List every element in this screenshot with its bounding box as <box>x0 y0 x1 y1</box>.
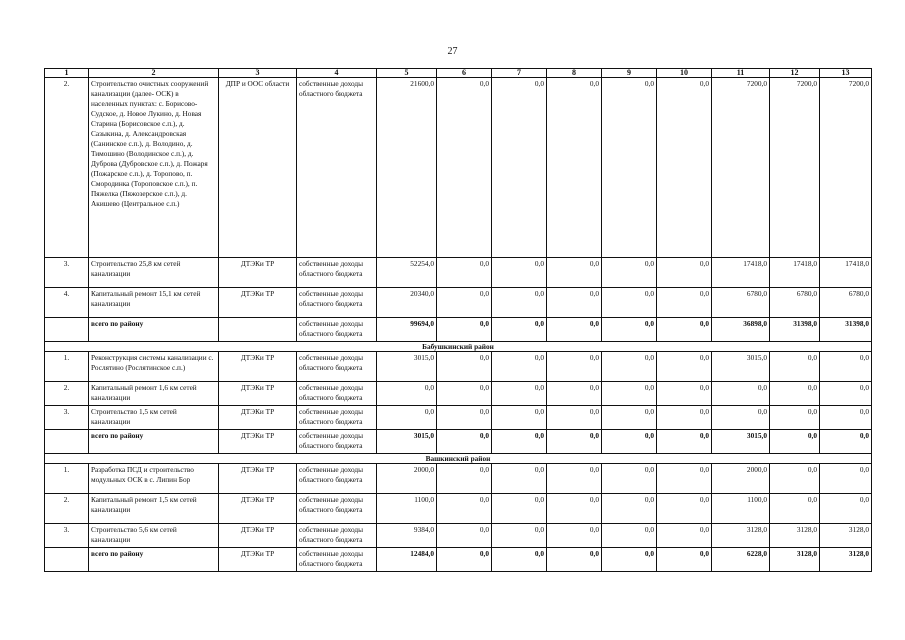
amount-cell: 0,0 <box>657 494 712 524</box>
table-row <box>45 78 872 258</box>
column-header: 1 <box>45 69 89 78</box>
amount-cell: 52254,0 <box>377 258 437 288</box>
amount-cell: 0,0 <box>492 548 547 572</box>
amount-cell: 0,0 <box>657 464 712 494</box>
executor: ДТЭКи ТР <box>219 258 297 288</box>
amount-cell: 0,0 <box>602 494 657 524</box>
amount-cell: 0,0 <box>437 494 492 524</box>
table-row <box>45 382 872 406</box>
amount-cell: 0,0 <box>657 288 712 318</box>
row-number: 3. <box>45 258 89 288</box>
table-body <box>45 78 872 572</box>
amount-cell: 99694,0 <box>377 318 437 342</box>
amount-cell: 0,0 <box>770 406 820 430</box>
amount-cell: 0,0 <box>602 288 657 318</box>
amount-cell: 0,0 <box>547 406 602 430</box>
table-row <box>45 258 872 288</box>
amount-cell: 0,0 <box>492 318 547 342</box>
amount-cell: 0,0 <box>602 258 657 288</box>
amount-cell: 3128,0 <box>712 524 770 548</box>
amount-cell: 0,0 <box>820 494 872 524</box>
total-row <box>45 430 872 454</box>
executor: ДТЭКи ТР <box>219 464 297 494</box>
amount-cell: 0,0 <box>547 352 602 382</box>
amount-cell: 0,0 <box>602 548 657 572</box>
amount-cell: 0,0 <box>437 318 492 342</box>
amount-cell: 17418,0 <box>820 258 872 288</box>
amount-cell: 0,0 <box>657 524 712 548</box>
amount-cell: 2000,0 <box>712 464 770 494</box>
row-number: 4. <box>45 288 89 318</box>
column-header: 10 <box>657 69 712 78</box>
funding-source: собственные доходы областного бюджета <box>297 318 377 342</box>
amount-cell: 12484,0 <box>377 548 437 572</box>
amount-cell: 1100,0 <box>712 494 770 524</box>
amount-cell: 1100,0 <box>377 494 437 524</box>
amount-cell: 0,0 <box>437 288 492 318</box>
amount-cell: 31398,0 <box>820 318 872 342</box>
amount-cell: 7200,0 <box>712 78 770 258</box>
funding-source: собственные доходы областного бюджета <box>297 258 377 288</box>
amount-cell: 0,0 <box>547 494 602 524</box>
page-number: 27 <box>447 46 458 57</box>
funding-source: собственные доходы областного бюджета <box>297 382 377 406</box>
table-row <box>45 464 872 494</box>
row-number: 2. <box>45 382 89 406</box>
executor: ДТЭКи ТР <box>219 382 297 406</box>
project-name: Капитальный ремонт 15,1 км сетей канализации <box>89 288 219 318</box>
column-header: 8 <box>547 69 602 78</box>
funding-source: собственные доходы областного бюджета <box>297 406 377 430</box>
funding-source: собственные доходы областного бюджета <box>297 548 377 572</box>
project-name: Разработка ПСД и строительство модульных ОСК в с. Липин Бор <box>89 464 219 494</box>
column-header: 7 <box>492 69 547 78</box>
amount-cell: 17418,0 <box>712 258 770 288</box>
amount-cell: 0,0 <box>657 406 712 430</box>
row-number: 2. <box>45 78 89 258</box>
funding-source: собственные доходы областного бюджета <box>297 524 377 548</box>
region-header-row <box>45 454 872 464</box>
amount-cell: 0,0 <box>492 288 547 318</box>
row-number: 3. <box>45 406 89 430</box>
row-number <box>45 548 89 572</box>
table-header-row <box>45 69 872 78</box>
project-name: Строительство 5,6 км сетей канализации <box>89 524 219 548</box>
amount-cell: 0,0 <box>547 524 602 548</box>
amount-cell: 0,0 <box>492 464 547 494</box>
table-row <box>45 494 872 524</box>
amount-cell: 0,0 <box>437 258 492 288</box>
amount-cell: 0,0 <box>547 318 602 342</box>
amount-cell: 3128,0 <box>770 548 820 572</box>
executor: ДТЭКи ТР <box>219 406 297 430</box>
project-name: Строительство очистных сооружений канализации (далее- ОСК) в населенных пунктах: с. Борисово-Судское, д. Новое Лукино, д. Новая Старина (Борисовское с.п.), д. Сазыкина, д. Александровская (Санинское с.п.), д. Володино, д. Тимошино (Володинское с.п.), д. Дуброва (Дубровское с.п.), д. Пожаря (Пожарское с.п.), д. Торопово, п. Смородинка (Тороповское с.п.), п. Пяжелка (Пяжозерское с.п.), д. Акишево (Центральное с.п.) <box>89 78 219 258</box>
amount-cell: 0,0 <box>820 382 872 406</box>
amount-cell: 3015,0 <box>377 352 437 382</box>
amount-cell: 3128,0 <box>820 548 872 572</box>
budget-table <box>44 68 872 572</box>
project-name: Капитальный ремонт 1,6 км сетей канализации <box>89 382 219 406</box>
amount-cell: 0,0 <box>437 78 492 258</box>
amount-cell: 3015,0 <box>712 352 770 382</box>
project-name: Капитальный ремонт 1,5 км сетей канализации <box>89 494 219 524</box>
amount-cell: 0,0 <box>602 382 657 406</box>
amount-cell: 0,0 <box>547 382 602 406</box>
amount-cell: 0,0 <box>657 352 712 382</box>
executor <box>219 318 297 342</box>
region-header-row <box>45 342 872 352</box>
amount-cell: 0,0 <box>547 78 602 258</box>
amount-cell: 3128,0 <box>820 524 872 548</box>
amount-cell: 0,0 <box>377 406 437 430</box>
amount-cell: 0,0 <box>492 430 547 454</box>
amount-cell: 7200,0 <box>820 78 872 258</box>
amount-cell: 0,0 <box>820 464 872 494</box>
column-header: 12 <box>770 69 820 78</box>
table-row <box>45 406 872 430</box>
executor: ДТЭКи ТР <box>219 288 297 318</box>
amount-cell: 6780,0 <box>712 288 770 318</box>
total-row <box>45 318 872 342</box>
funding-source: собственные доходы областного бюджета <box>297 288 377 318</box>
executor: ДТЭКи ТР <box>219 430 297 454</box>
table-row <box>45 288 872 318</box>
amount-cell: 0,0 <box>492 258 547 288</box>
amount-cell: 0,0 <box>492 78 547 258</box>
funding-source: собственные доходы областного бюджета <box>297 430 377 454</box>
amount-cell: 0,0 <box>492 494 547 524</box>
amount-cell: 0,0 <box>770 352 820 382</box>
amount-cell: 0,0 <box>492 382 547 406</box>
row-number: 1. <box>45 464 89 494</box>
amount-cell: 0,0 <box>602 78 657 258</box>
funding-source: собственные доходы областного бюджета <box>297 78 377 258</box>
row-number: 1. <box>45 352 89 382</box>
project-name: Строительство 1,5 км сетей канализации <box>89 406 219 430</box>
amount-cell: 0,0 <box>820 430 872 454</box>
amount-cell: 0,0 <box>770 430 820 454</box>
column-header: 3 <box>219 69 297 78</box>
amount-cell: 0,0 <box>657 258 712 288</box>
project-name: всего по району <box>89 430 219 454</box>
column-header: 11 <box>712 69 770 78</box>
amount-cell: 0,0 <box>820 352 872 382</box>
amount-cell: 0,0 <box>492 524 547 548</box>
amount-cell: 0,0 <box>602 524 657 548</box>
amount-cell: 6780,0 <box>770 288 820 318</box>
amount-cell: 0,0 <box>437 382 492 406</box>
amount-cell: 0,0 <box>437 430 492 454</box>
column-header: 9 <box>602 69 657 78</box>
amount-cell: 0,0 <box>437 352 492 382</box>
row-number: 2. <box>45 494 89 524</box>
amount-cell: 0,0 <box>547 548 602 572</box>
amount-cell: 6228,0 <box>712 548 770 572</box>
column-header: 5 <box>377 69 437 78</box>
amount-cell: 0,0 <box>712 406 770 430</box>
amount-cell: 0,0 <box>602 318 657 342</box>
executor: ДТЭКи ТР <box>219 524 297 548</box>
amount-cell: 0,0 <box>547 464 602 494</box>
row-number <box>45 430 89 454</box>
amount-cell: 0,0 <box>657 548 712 572</box>
amount-cell: 3015,0 <box>377 430 437 454</box>
amount-cell: 9384,0 <box>377 524 437 548</box>
amount-cell: 36898,0 <box>712 318 770 342</box>
project-name: всего по району <box>89 548 219 572</box>
amount-cell: 2000,0 <box>377 464 437 494</box>
amount-cell: 0,0 <box>437 464 492 494</box>
amount-cell: 0,0 <box>547 258 602 288</box>
funding-source: собственные доходы областного бюджета <box>297 352 377 382</box>
amount-cell: 0,0 <box>492 406 547 430</box>
amount-cell: 7200,0 <box>770 78 820 258</box>
project-name: Строительство 25,8 км сетей канализации <box>89 258 219 288</box>
amount-cell: 0,0 <box>602 430 657 454</box>
executor: ДТЭКи ТР <box>219 494 297 524</box>
funding-source: собственные доходы областного бюджета <box>297 494 377 524</box>
amount-cell: 0,0 <box>547 288 602 318</box>
executor: ДПР и ООС области <box>219 78 297 258</box>
amount-cell: 0,0 <box>820 406 872 430</box>
column-header: 6 <box>437 69 492 78</box>
amount-cell: 6780,0 <box>820 288 872 318</box>
funding-source: собственные доходы областного бюджета <box>297 464 377 494</box>
column-header: 13 <box>820 69 872 78</box>
amount-cell: 17418,0 <box>770 258 820 288</box>
total-row <box>45 548 872 572</box>
row-number <box>45 318 89 342</box>
amount-cell: 0,0 <box>377 382 437 406</box>
amount-cell: 31398,0 <box>770 318 820 342</box>
column-header: 4 <box>297 69 377 78</box>
amount-cell: 0,0 <box>657 382 712 406</box>
project-name: всего по району <box>89 318 219 342</box>
amount-cell: 0,0 <box>657 430 712 454</box>
amount-cell: 0,0 <box>657 78 712 258</box>
amount-cell: 0,0 <box>712 382 770 406</box>
row-number: 3. <box>45 524 89 548</box>
amount-cell: 0,0 <box>770 494 820 524</box>
amount-cell: 0,0 <box>602 464 657 494</box>
amount-cell: 0,0 <box>657 318 712 342</box>
table-row <box>45 524 872 548</box>
executor: ДТЭКи ТР <box>219 548 297 572</box>
amount-cell: 0,0 <box>770 464 820 494</box>
table-row <box>45 352 872 382</box>
amount-cell: 0,0 <box>602 352 657 382</box>
amount-cell: 0,0 <box>437 524 492 548</box>
executor: ДТЭКи ТР <box>219 352 297 382</box>
column-header: 2 <box>89 69 219 78</box>
amount-cell: 0,0 <box>602 406 657 430</box>
project-name: Реконструкция системы канализации с. Рослятино (Рослятинское с.п.) <box>89 352 219 382</box>
amount-cell: 0,0 <box>770 382 820 406</box>
amount-cell: 20340,0 <box>377 288 437 318</box>
region-name: Вашкинский район <box>45 454 872 464</box>
amount-cell: 0,0 <box>437 406 492 430</box>
amount-cell: 21600,0 <box>377 78 437 258</box>
amount-cell: 3128,0 <box>770 524 820 548</box>
amount-cell: 3015,0 <box>712 430 770 454</box>
region-name: Бабушкинский район <box>45 342 872 352</box>
amount-cell: 0,0 <box>437 548 492 572</box>
amount-cell: 0,0 <box>492 352 547 382</box>
amount-cell: 0,0 <box>547 430 602 454</box>
